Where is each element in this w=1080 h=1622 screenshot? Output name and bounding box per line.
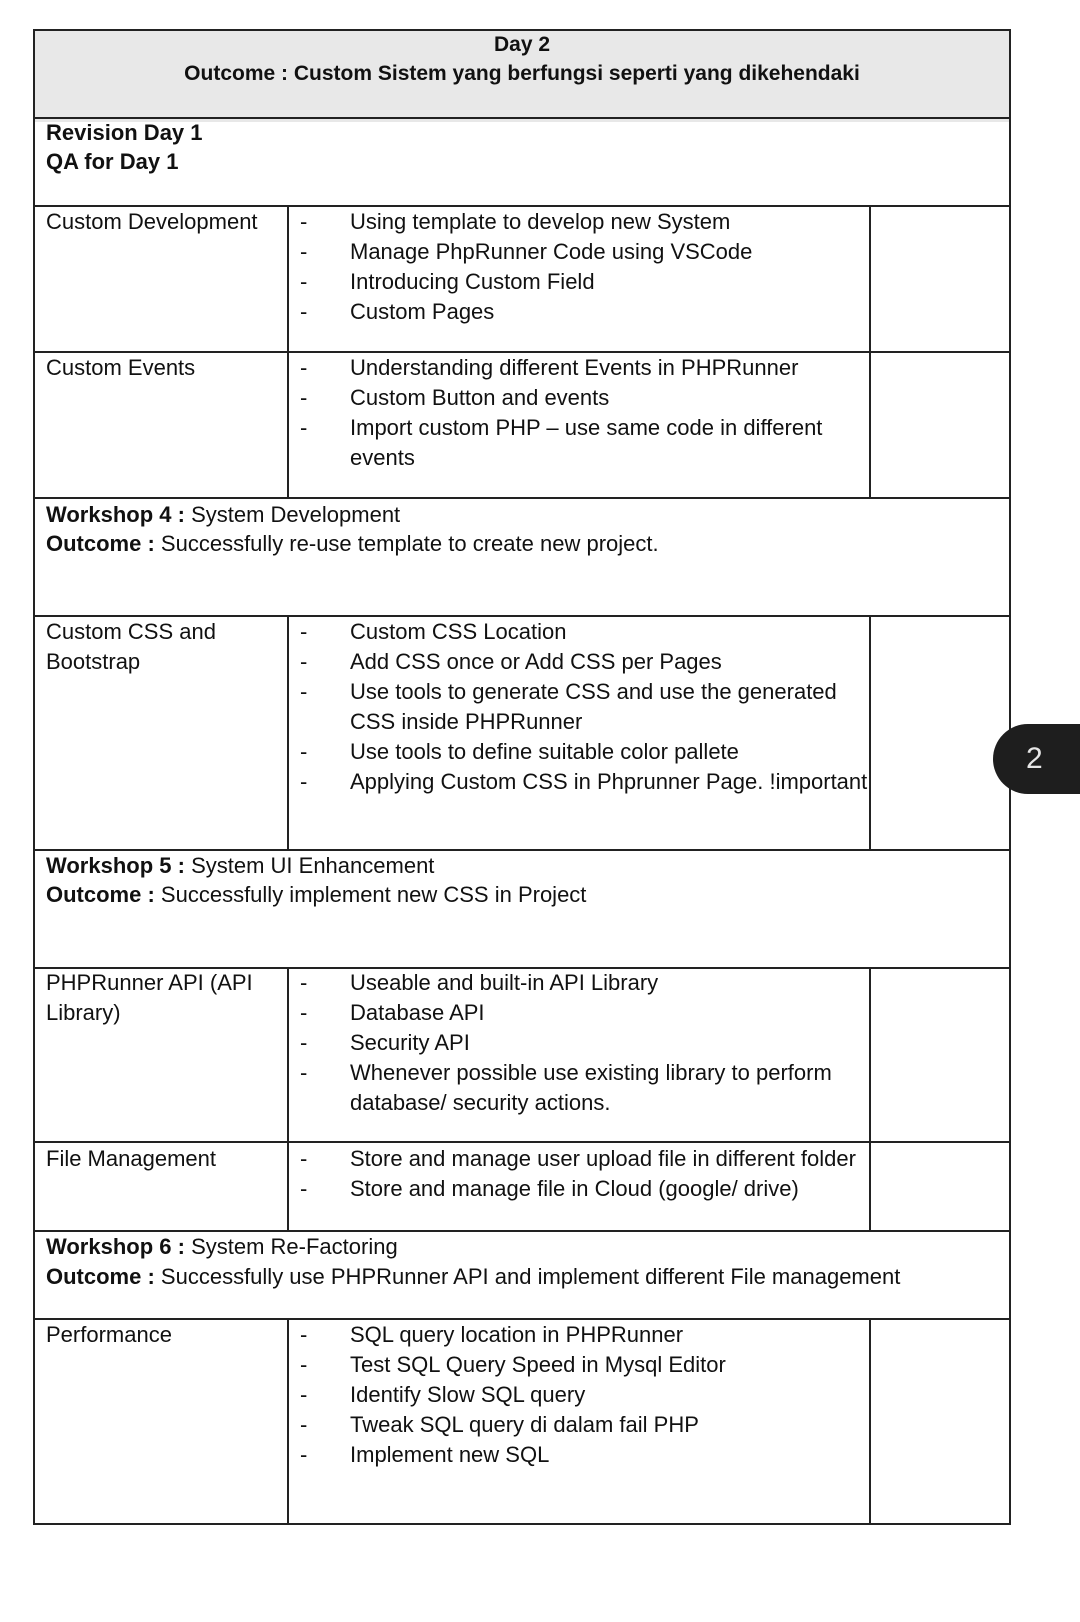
table-border-left xyxy=(33,29,35,1525)
bullet-dash: - xyxy=(300,355,308,380)
bullet-dash: - xyxy=(300,649,308,674)
bullet-dash: - xyxy=(300,769,308,794)
list-item: - Add CSS once or Add CSS per Pages xyxy=(298,647,868,677)
bullet-dash: - xyxy=(300,1382,308,1407)
list-item: - Store and manage user upload file in different folder xyxy=(298,1144,868,1174)
topic-api-library: PHPRunner API (API Library) xyxy=(46,970,253,1025)
bullet-dash: - xyxy=(300,1352,308,1377)
column-divider xyxy=(287,967,289,1230)
column-divider xyxy=(287,205,289,497)
custom-css-list xyxy=(298,617,868,797)
list-item: - Manage PhpRunner Code using VSCode xyxy=(298,237,868,267)
workshop-6-heading: Workshop 6 : System Re-Factoring xyxy=(46,1234,398,1259)
list-item: - Custom Button and events xyxy=(298,383,868,413)
api-list xyxy=(298,968,868,1118)
bullet-dash: - xyxy=(300,1030,308,1055)
day-title: Day 2 xyxy=(493,33,551,56)
bullet-dash: - xyxy=(300,239,308,264)
bullet-dash: - xyxy=(300,739,308,764)
performance-list xyxy=(298,1320,868,1470)
topic-performance: Performance xyxy=(46,1322,172,1347)
workshop-6-outcome: Outcome : Successfully use PHPRunner API and implement different File management xyxy=(46,1264,901,1289)
workshop-5-heading: Workshop 5 : System UI Enhancement xyxy=(46,853,435,878)
topic-custom-events: Custom Events xyxy=(46,355,196,380)
bullet-dash: - xyxy=(300,385,308,410)
bullet-dash: - xyxy=(300,1146,308,1171)
workshop-4-outcome: Outcome : Successfully re-use template to create new project. xyxy=(46,531,659,556)
bullet-dash: - xyxy=(300,1000,308,1025)
column-divider xyxy=(869,615,871,849)
table-border-top xyxy=(33,29,1011,31)
custom-events-list xyxy=(298,353,868,473)
page-number-badge: 2 xyxy=(993,724,1080,794)
bullet-dash: - xyxy=(300,269,308,294)
list-item: - Use tools to define suitable color pallete xyxy=(298,737,868,767)
revision-line: Revision Day 1 xyxy=(46,120,203,145)
column-divider xyxy=(287,1318,289,1523)
bullet-dash: - xyxy=(300,209,308,234)
bullet-dash: - xyxy=(300,1176,308,1201)
custom-development-list xyxy=(298,207,868,327)
bullet-dash: - xyxy=(300,415,308,440)
list-item: - Use tools to generate CSS and use the generated CSS inside PHPRunner xyxy=(300,679,837,734)
workshop-5-outcome: Outcome : Successfully implement new CSS in Project xyxy=(46,882,587,907)
list-item: - Applying Custom CSS in Phprunner Page. !important xyxy=(298,767,868,797)
list-item: - Custom Pages xyxy=(298,297,868,327)
list-item: - Introducing Custom Field xyxy=(298,267,868,297)
column-divider xyxy=(869,1318,871,1523)
column-divider xyxy=(869,205,871,497)
list-item: - Useable and built-in API Library xyxy=(298,968,868,998)
list-item: - Whenever possible use existing library to perform database/ security actions. xyxy=(300,1060,832,1115)
row-divider xyxy=(33,1141,1011,1143)
topic-file-management: File Management xyxy=(46,1146,216,1171)
list-item: - Identify Slow SQL query xyxy=(298,1380,868,1410)
bullet-dash: - xyxy=(300,1322,308,1347)
bullet-dash: - xyxy=(300,1060,308,1085)
list-item: - Implement new SQL xyxy=(298,1440,868,1470)
list-item: - Using template to develop new System xyxy=(298,207,868,237)
list-item: - Import custom PHP – use same code in different events xyxy=(300,415,823,470)
day-outcome: Outcome : Custom Sistem yang berfungsi seperti yang dikehendaki xyxy=(184,62,860,85)
column-divider xyxy=(869,967,871,1230)
column-divider xyxy=(287,615,289,849)
topic-custom-development: Custom Development xyxy=(46,209,258,234)
bullet-dash: - xyxy=(300,679,308,704)
topic-custom-css: Custom CSS and Bootstrap xyxy=(46,619,216,674)
row-divider xyxy=(33,497,1011,499)
list-item: - Database API xyxy=(298,998,868,1028)
list-item: - Security API xyxy=(298,1028,868,1058)
list-item: - Store and manage file in Cloud (google/ drive) xyxy=(298,1174,868,1204)
bullet-dash: - xyxy=(300,1412,308,1437)
bullet-dash: - xyxy=(300,1442,308,1467)
table-border-bottom xyxy=(33,1523,1011,1525)
list-item: - Custom CSS Location xyxy=(298,617,868,647)
list-item: - Test SQL Query Speed in Mysql Editor xyxy=(298,1350,868,1380)
bullet-dash: - xyxy=(300,970,308,995)
workshop-4-heading: Workshop 4 : System Development xyxy=(46,502,401,527)
list-item: - SQL query location in PHPRunner xyxy=(298,1320,868,1350)
bullet-dash: - xyxy=(300,619,308,644)
list-item: - Tweak SQL query di dalam fail PHP xyxy=(298,1410,868,1440)
qa-line: QA for Day 1 xyxy=(46,149,179,174)
bullet-dash: - xyxy=(300,299,308,324)
list-item: - Understanding different Events in PHPRunner xyxy=(298,353,868,383)
file-management-list xyxy=(298,1144,868,1204)
